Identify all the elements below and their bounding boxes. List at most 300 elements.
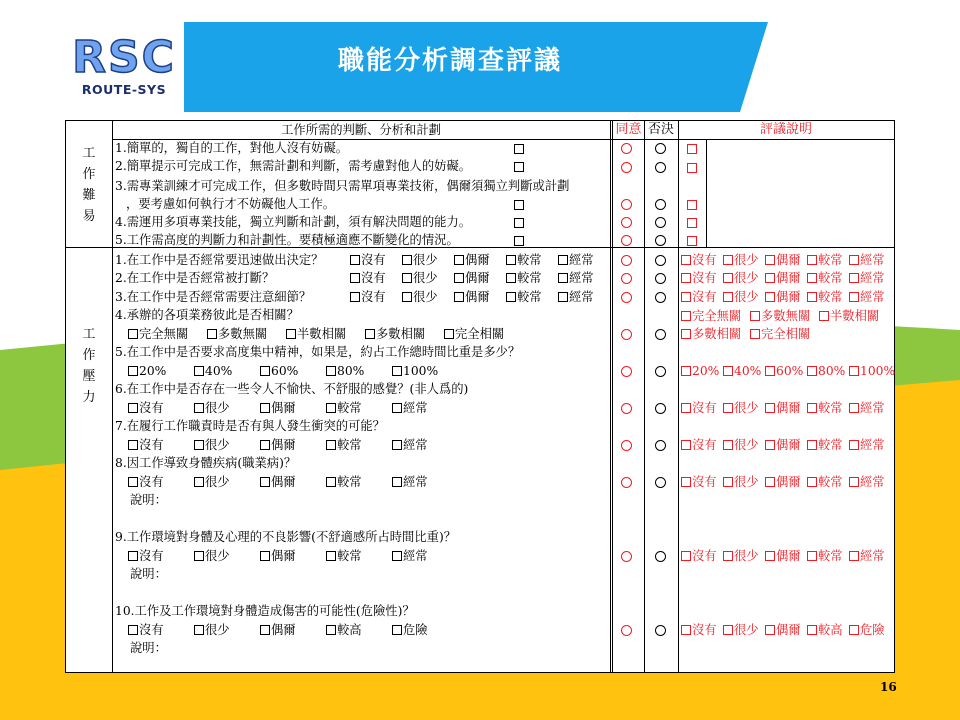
pressure-q10-option-3[interactable] (260, 621, 296, 639)
pressure-q4-checkbox-3[interactable] (286, 329, 296, 339)
pressure-q7-checkbox-4[interactable] (326, 440, 336, 450)
pressure-q7-checkbox-3[interactable] (260, 440, 270, 450)
pressure-q1-checkbox-4[interactable] (506, 255, 516, 265)
reject-radio-q4[interactable] (655, 329, 666, 340)
agree-radio-d2[interactable] (621, 162, 632, 173)
comment-q6-option-4[interactable] (807, 399, 843, 417)
section-label-pressure: 工 作 壓 力 (82, 327, 96, 405)
pressure-q1-option-1[interactable] (350, 251, 386, 269)
comment-q5-checkbox-2[interactable] (723, 366, 733, 376)
comment-q9-checkbox-1[interactable] (681, 551, 691, 561)
pressure-q5-option-2[interactable] (194, 362, 232, 380)
pressure-q2-checkbox-1[interactable] (350, 273, 360, 283)
comment-q7-checkbox-3[interactable] (765, 440, 775, 450)
comment-q8-checkbox-3[interactable] (765, 477, 775, 487)
pressure-q6-checkbox-5[interactable] (392, 403, 402, 413)
reject-radio-q5[interactable] (655, 366, 666, 377)
comment-q5-option-4[interactable] (807, 362, 845, 380)
comment-q8-checkbox-4[interactable] (807, 477, 817, 487)
pressure-q1-label-5: 經常 (569, 253, 594, 267)
reject-radio-q10[interactable] (655, 625, 666, 636)
comment-q3-option-2[interactable] (723, 288, 759, 306)
comment-q8-checkbox-2[interactable] (723, 477, 733, 487)
pressure-q8-label-5: 經常 (403, 475, 428, 489)
comment-q4b-option-1[interactable] (681, 325, 741, 343)
comment-q8-label-4: 較常 (818, 475, 843, 489)
pressure-q7-checkbox-1[interactable] (128, 440, 138, 450)
pressure-q9-checkbox-4[interactable] (326, 551, 336, 561)
comment-q5-label-4: 80% (818, 364, 846, 378)
pressure-q8-option-4[interactable] (326, 473, 362, 491)
pressure-q10-checkbox-3[interactable] (260, 625, 270, 635)
pressure-q6-label-1: 沒有 (139, 401, 164, 415)
comment-q7-checkbox-5[interactable] (849, 440, 859, 450)
comment-q10-label-1: 沒有 (692, 623, 717, 637)
column-header-reject: 否決 (647, 122, 674, 137)
comment-q7-checkbox-4[interactable] (807, 440, 817, 450)
comment-checkbox-d2[interactable] (687, 163, 697, 173)
comment-q6-checkbox-1[interactable] (681, 403, 691, 413)
comment-q5-checkbox-5[interactable] (849, 366, 859, 376)
comment-q4b-checkbox-1[interactable] (681, 329, 691, 339)
pressure-q10: 10.工作及工作環境對身體造成傷害的可能性(危險性)？ (115, 604, 415, 618)
agree-radio-q2[interactable] (621, 273, 632, 284)
pressure-q10-checkbox-1[interactable] (128, 625, 138, 635)
comment-q6-option-1[interactable] (681, 399, 717, 417)
pressure-q3-option-5[interactable] (558, 288, 594, 306)
comment-q3-checkbox-2[interactable] (723, 292, 733, 302)
pressure-q1-option-5[interactable] (558, 251, 594, 269)
comment-q10-checkbox-2[interactable] (723, 625, 733, 635)
difficulty-checkbox-1[interactable] (514, 144, 524, 154)
comment-q3-label-2: 很少 (734, 290, 759, 304)
pressure-q7-option-2[interactable] (194, 436, 230, 454)
agree-radio-q7[interactable] (621, 440, 632, 451)
pressure-q1-option-2[interactable] (402, 251, 438, 269)
agree-radio-q8[interactable] (621, 477, 632, 488)
pressure-q10-option-5[interactable] (392, 621, 428, 639)
comment-q10-option-4[interactable] (807, 621, 843, 639)
pressure-q1-checkbox-2[interactable] (402, 255, 412, 265)
comment-q4a-option-3[interactable] (819, 307, 879, 325)
comment-q7-option-5[interactable] (849, 436, 885, 454)
comment-q6-option-2[interactable] (723, 399, 759, 417)
comment-q1-label-1: 沒有 (692, 253, 717, 267)
comment-q9-option-5[interactable] (849, 547, 885, 565)
pressure-q10-option-2[interactable] (194, 621, 230, 639)
comment-q6-label-2: 很少 (734, 401, 759, 415)
comment-q4a-option-1[interactable] (681, 307, 741, 325)
pressure-q8-label-2: 很少 (205, 475, 230, 489)
comment-q6-option-3[interactable] (765, 399, 801, 417)
comment-checkbox-d3[interactable] (687, 200, 697, 210)
comment-q9-option-2[interactable] (723, 547, 759, 565)
difficulty-checkbox-4[interactable] (514, 218, 524, 228)
agree-radio-q6[interactable] (621, 403, 632, 414)
comment-q10-label-4: 較高 (818, 623, 843, 637)
pressure-q8-option-3[interactable] (260, 473, 296, 491)
pressure-q2-option-2[interactable] (402, 269, 438, 287)
pressure-q5-label-4: 80% (337, 364, 365, 378)
comment-q4b-option-2[interactable] (750, 325, 810, 343)
comment-q2-checkbox-5[interactable] (849, 273, 859, 283)
pressure-q4-checkbox-5[interactable] (444, 329, 454, 339)
pressure-q8-label-1: 沒有 (139, 475, 164, 489)
pressure-q3-label-3: 偶爾 (465, 290, 490, 304)
pressure-q4-checkbox-2[interactable] (207, 329, 217, 339)
comment-q4a-option-2[interactable] (750, 307, 810, 325)
agree-radio-d3[interactable] (621, 199, 632, 210)
comment-q5-option-2[interactable] (723, 362, 761, 380)
comment-q10-checkbox-1[interactable] (681, 625, 691, 635)
pressure-q6-option-3[interactable] (260, 399, 296, 417)
comment-q1-checkbox-2[interactable] (723, 255, 733, 265)
comment-q4a-checkbox-2[interactable] (750, 311, 760, 321)
pressure-q8-checkbox-5[interactable] (392, 477, 402, 487)
pressure-q4-option-1[interactable] (128, 325, 188, 343)
comment-q10-option-3[interactable] (765, 621, 801, 639)
comment-q2-label-5: 經常 (860, 271, 885, 285)
comment-q6-option-5[interactable] (849, 399, 885, 417)
pressure-q2-option-3[interactable] (454, 269, 490, 287)
pressure-q7-option-4[interactable] (326, 436, 362, 454)
pressure-q5-option-5[interactable] (392, 362, 438, 380)
comment-q1-option-1[interactable] (681, 251, 717, 269)
pressure-q7-label-1: 沒有 (139, 438, 164, 452)
agree-radio-d5[interactable] (621, 235, 632, 246)
comment-q6-label-3: 偶爾 (776, 401, 801, 415)
comment-q4a-checkbox-3[interactable] (819, 311, 829, 321)
comment-q2-checkbox-1[interactable] (681, 273, 691, 283)
pressure-q9-label-4: 較常 (337, 549, 362, 563)
pressure-q4-label-4: 多數相關 (376, 327, 426, 341)
comment-q2-option-4[interactable] (807, 269, 843, 287)
comment-q8-label-2: 很少 (734, 475, 759, 489)
comment-q7-label-4: 較常 (818, 438, 843, 452)
pressure-q9-checkbox-2[interactable] (194, 551, 204, 561)
comment-q5-label-2: 40% (734, 364, 762, 378)
pressure-q6-option-1[interactable] (128, 399, 164, 417)
pressure-q2-option-4[interactable] (506, 269, 542, 287)
comment-q1-checkbox-4[interactable] (807, 255, 817, 265)
comment-q4a-label-2: 多數無關 (761, 309, 811, 323)
pressure-q5-option-4[interactable] (326, 362, 364, 380)
pressure-q7-option-1[interactable] (128, 436, 164, 454)
pressure-q2-option-5[interactable] (558, 269, 594, 287)
pressure-q5-option-3[interactable] (260, 362, 298, 380)
pressure-q3-option-4[interactable] (506, 288, 542, 306)
pressure-q7-checkbox-5[interactable] (392, 440, 402, 450)
pressure-q9-checkbox-3[interactable] (260, 551, 270, 561)
difficulty-item-1: 1.簡單的，獨自的工作，對他人沒有妨礙。 (115, 141, 349, 155)
comment-q6-checkbox-3[interactable] (765, 403, 775, 413)
comment-q4b-checkbox-2[interactable] (750, 329, 760, 339)
pressure-q6-checkbox-4[interactable] (326, 403, 336, 413)
comment-q10-checkbox-4[interactable] (807, 625, 817, 635)
reject-radio-d5[interactable] (655, 235, 666, 246)
comment-q8-checkbox-5[interactable] (849, 477, 859, 487)
pressure-q6-option-2[interactable] (194, 399, 230, 417)
comment-q8-option-4[interactable] (807, 473, 843, 491)
comment-q7-option-3[interactable] (765, 436, 801, 454)
comment-q3-checkbox-3[interactable] (765, 292, 775, 302)
pressure-q7-label-5: 經常 (403, 438, 428, 452)
pressure-q1-checkbox-1[interactable] (350, 255, 360, 265)
comment-q10-option-2[interactable] (723, 621, 759, 639)
pressure-q5-checkbox-5[interactable] (392, 366, 402, 376)
pressure-q2-option-1[interactable] (350, 269, 386, 287)
pressure-q3: 3.在工作中是否經常需要注意細節？ (115, 290, 312, 304)
difficulty-checkbox-3[interactable] (514, 200, 524, 210)
section-label-difficulty: 工 作 難 易 (82, 146, 96, 224)
comment-q3-option-4[interactable] (807, 288, 843, 306)
pressure-q1-option-4[interactable] (506, 251, 542, 269)
pressure-q4-label-3: 半數相關 (297, 327, 347, 341)
pressure-q1-label-1: 沒有 (361, 253, 386, 267)
reject-radio-d1[interactable] (655, 143, 666, 154)
pressure-q5-checkbox-1[interactable] (128, 366, 138, 376)
pressure-q4-option-2[interactable] (207, 325, 267, 343)
pressure-q4-checkbox-4[interactable] (365, 329, 375, 339)
comment-q10-option-5[interactable] (849, 621, 885, 639)
pressure-q3-checkbox-1[interactable] (350, 292, 360, 302)
pressure-q9-checkbox-5[interactable] (392, 551, 402, 561)
pressure-q8-option-2[interactable] (194, 473, 230, 491)
comment-q8-option-2[interactable] (723, 473, 759, 491)
agree-radio-q1[interactable] (621, 255, 632, 266)
pressure-q2-label-2: 很少 (413, 271, 438, 285)
comment-q2-option-1[interactable] (681, 269, 717, 287)
comment-q3-option-5[interactable] (849, 288, 885, 306)
comment-q1-checkbox-3[interactable] (765, 255, 775, 265)
comment-q3-checkbox-5[interactable] (849, 292, 859, 302)
agree-radio-d4[interactable] (621, 217, 632, 228)
comment-q2-checkbox-2[interactable] (723, 273, 733, 283)
comment-checkbox-d4[interactable] (687, 218, 697, 228)
reject-radio-q2[interactable] (655, 273, 666, 284)
comment-q1-option-4[interactable] (807, 251, 843, 269)
pressure-q2-label-5: 經常 (569, 271, 594, 285)
pressure-q6-label-5: 經常 (403, 401, 428, 415)
reject-radio-q1[interactable] (655, 255, 666, 266)
pressure-q4-option-3[interactable] (286, 325, 346, 343)
pressure-q4-option-4[interactable] (365, 325, 425, 343)
agree-radio-d1[interactable] (621, 143, 632, 154)
comment-q5-checkbox-1[interactable] (681, 366, 691, 376)
pressure-q9-option-2[interactable] (194, 547, 230, 565)
pressure-q1-checkbox-5[interactable] (558, 255, 568, 265)
reject-radio-q6[interactable] (655, 403, 666, 414)
pressure-q5-checkbox-3[interactable] (260, 366, 270, 376)
pressure-q8-checkbox-4[interactable] (326, 477, 336, 487)
pressure-q10-label-2: 很少 (205, 623, 230, 637)
pressure-q3-checkbox-3[interactable] (454, 292, 464, 302)
pressure-q2-checkbox-3[interactable] (454, 273, 464, 283)
reject-radio-d3[interactable] (655, 199, 666, 210)
comment-q3-checkbox-4[interactable] (807, 292, 817, 302)
pressure-q1-checkbox-3[interactable] (454, 255, 464, 265)
pressure-q6-checkbox-2[interactable] (194, 403, 204, 413)
comment-q1-label-3: 偶爾 (776, 253, 801, 267)
reject-radio-q9[interactable] (655, 551, 666, 562)
agree-radio-q4[interactable] (621, 329, 632, 340)
comment-q4a-label-1: 完全無關 (692, 309, 742, 323)
pressure-q7-option-3[interactable] (260, 436, 296, 454)
comment-q9-checkbox-3[interactable] (765, 551, 775, 561)
pressure-q3-checkbox-2[interactable] (402, 292, 412, 302)
pressure-q9-option-5[interactable] (392, 547, 428, 565)
pressure-q5-label-1: 20% (139, 364, 167, 378)
pressure-q9-checkbox-1[interactable] (128, 551, 138, 561)
pressure-q4: 4.承辦的各項業務彼此是否相關？ (115, 308, 299, 322)
pressure-q2-label-1: 沒有 (361, 271, 386, 285)
pressure-q4-option-5[interactable] (444, 325, 504, 343)
comment-q6-checkbox-4[interactable] (807, 403, 817, 413)
pressure-q3-option-3[interactable] (454, 288, 490, 306)
comment-q3-option-3[interactable] (765, 288, 801, 306)
difficulty-item-5: 5.工作需高度的判斷力和計劃性。要積極適應不斷變化的情況。 (115, 233, 459, 247)
comment-q7-option-1[interactable] (681, 436, 717, 454)
pressure-q8-label-4: 較常 (337, 475, 362, 489)
pressure-q10-checkbox-5[interactable] (392, 625, 402, 635)
comment-q10-label-5: 危險 (860, 623, 885, 637)
pressure-q4-label-5: 完全相關 (455, 327, 505, 341)
pressure-q6-checkbox-1[interactable] (128, 403, 138, 413)
comment-q1-label-5: 經常 (860, 253, 885, 267)
pressure-q5-checkbox-4[interactable] (326, 366, 336, 376)
comment-q2-checkbox-4[interactable] (807, 273, 817, 283)
reject-radio-q7[interactable] (655, 440, 666, 451)
pressure-q7-option-5[interactable] (392, 436, 428, 454)
comment-q3-option-1[interactable] (681, 288, 717, 306)
comment-q5-option-1[interactable] (681, 362, 719, 380)
difficulty-checkbox-5[interactable] (514, 236, 524, 246)
pressure-q7-label-3: 偶爾 (271, 438, 296, 452)
comment-q2-option-3[interactable] (765, 269, 801, 287)
company-logo (62, 22, 184, 112)
pressure-q2-checkbox-2[interactable] (402, 273, 412, 283)
pressure-q8: 8.因工作導致身體疾病(職業病)？ (115, 456, 297, 470)
pressure-q7: 7.在履行工作職責時是否有與人發生衝突的可能？ (115, 419, 385, 433)
comment-q9-checkbox-5[interactable] (849, 551, 859, 561)
evaluation-table (65, 120, 895, 673)
pressure-q8-option-1[interactable] (128, 473, 164, 491)
comment-q1-label-2: 很少 (734, 253, 759, 267)
pressure-q3-option-1[interactable] (350, 288, 386, 306)
pressure-q6-checkbox-3[interactable] (260, 403, 270, 413)
pressure-q5-checkbox-2[interactable] (194, 366, 204, 376)
comment-q1-checkbox-5[interactable] (849, 255, 859, 265)
comment-q1-option-3[interactable] (765, 251, 801, 269)
comment-q6-checkbox-5[interactable] (849, 403, 859, 413)
pressure-q8-option-5[interactable] (392, 473, 428, 491)
comment-q8-option-1[interactable] (681, 473, 717, 491)
comment-q10-option-1[interactable] (681, 621, 717, 639)
comment-q2-option-2[interactable] (723, 269, 759, 287)
comment-q9-option-4[interactable] (807, 547, 843, 565)
pressure-q4-label-2: 多數無關 (218, 327, 268, 341)
difficulty-checkbox-2[interactable] (514, 162, 524, 172)
pressure-q5-label-3: 60% (271, 364, 299, 378)
comment-q7-option-2[interactable] (723, 436, 759, 454)
pressure-q5-option-1[interactable] (128, 362, 166, 380)
pressure-q4-checkbox-1[interactable] (128, 329, 138, 339)
comment-q3-checkbox-1[interactable] (681, 292, 691, 302)
comment-q10-checkbox-5[interactable] (849, 625, 859, 635)
comment-q7-checkbox-1[interactable] (681, 440, 691, 450)
reject-radio-d2[interactable] (655, 162, 666, 173)
pressure-q7-checkbox-2[interactable] (194, 440, 204, 450)
pressure-q4-label-1: 完全無關 (139, 327, 189, 341)
comment-q9-option-1[interactable] (681, 547, 717, 565)
reject-radio-q3[interactable] (655, 292, 666, 303)
comment-q4a-checkbox-1[interactable] (681, 311, 691, 321)
reject-radio-q8[interactable] (655, 477, 666, 488)
pressure-q10-checkbox-4[interactable] (326, 625, 336, 635)
pressure-q10-label-5: 危險 (403, 623, 428, 637)
comment-q2-checkbox-3[interactable] (765, 273, 775, 283)
comment-q8-option-3[interactable] (765, 473, 801, 491)
pressure-q6-option-5[interactable] (392, 399, 428, 417)
pressure-q8-checkbox-3[interactable] (260, 477, 270, 487)
comment-checkbox-d1[interactable] (687, 144, 697, 154)
pressure-q9-option-4[interactable] (326, 547, 362, 565)
pressure-q10-option-1[interactable] (128, 621, 164, 639)
pressure-q10-checkbox-2[interactable] (194, 625, 204, 635)
comment-q9-checkbox-2[interactable] (723, 551, 733, 561)
comment-q10-checkbox-3[interactable] (765, 625, 775, 635)
pressure-q3-option-2[interactable] (402, 288, 438, 306)
comment-q7-option-4[interactable] (807, 436, 843, 454)
comment-q1-checkbox-1[interactable] (681, 255, 691, 265)
comment-q9-checkbox-4[interactable] (807, 551, 817, 561)
comment-q5-option-5[interactable] (849, 362, 895, 380)
comment-q5-checkbox-4[interactable] (807, 366, 817, 376)
comment-q9-option-3[interactable] (765, 547, 801, 565)
pressure-note-9: 說明： (130, 567, 167, 581)
pressure-q3-checkbox-5[interactable] (558, 292, 568, 302)
pressure-q3-checkbox-4[interactable] (506, 292, 516, 302)
agree-radio-q9[interactable] (621, 551, 632, 562)
pressure-q2-checkbox-5[interactable] (558, 273, 568, 283)
agree-radio-q10[interactable] (621, 625, 632, 636)
comment-checkbox-d5[interactable] (687, 236, 697, 246)
pressure-q2-checkbox-4[interactable] (506, 273, 516, 283)
comment-q5-option-3[interactable] (765, 362, 803, 380)
pressure-q1-option-3[interactable] (454, 251, 490, 269)
pressure-q2-label-4: 較常 (517, 271, 542, 285)
agree-radio-q5[interactable] (621, 366, 632, 377)
pressure-q8-checkbox-1[interactable] (128, 477, 138, 487)
comment-q6-checkbox-2[interactable] (723, 403, 733, 413)
comment-q1-option-5[interactable] (849, 251, 885, 269)
pressure-q8-checkbox-2[interactable] (194, 477, 204, 487)
comment-q8-checkbox-1[interactable] (681, 477, 691, 487)
agree-radio-q3[interactable] (621, 292, 632, 303)
comment-q5-checkbox-3[interactable] (765, 366, 775, 376)
pressure-q9-option-3[interactable] (260, 547, 296, 565)
pressure-q6-option-4[interactable] (326, 399, 362, 417)
comment-q8-option-5[interactable] (849, 473, 885, 491)
pressure-q9-option-1[interactable] (128, 547, 164, 565)
comment-q2-option-5[interactable] (849, 269, 885, 287)
comment-q7-checkbox-2[interactable] (723, 440, 733, 450)
pressure-q10-option-4[interactable] (326, 621, 362, 639)
pressure-q2: 2.在工作中是否經常被打斷？ (115, 271, 275, 285)
reject-radio-d4[interactable] (655, 217, 666, 228)
comment-q1-option-2[interactable] (723, 251, 759, 269)
logo-subtitle: ROUTE-SYS (81, 82, 167, 97)
